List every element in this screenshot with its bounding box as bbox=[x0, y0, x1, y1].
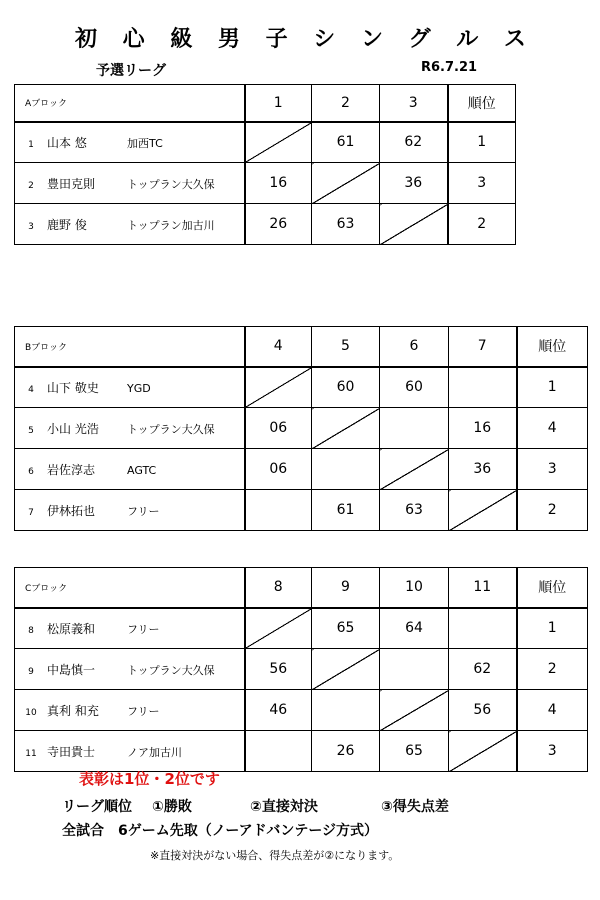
event-date: R6.7.21 bbox=[421, 60, 478, 75]
rank-cell: 3 bbox=[517, 449, 588, 490]
player-cell bbox=[15, 490, 245, 531]
player-cell bbox=[15, 367, 245, 408]
table-row bbox=[15, 204, 516, 245]
player-number: 8 bbox=[28, 625, 34, 636]
score-cell bbox=[245, 731, 312, 772]
column-header: 11 bbox=[449, 568, 517, 608]
player-number: 3 bbox=[28, 221, 34, 232]
table-row bbox=[15, 122, 516, 163]
player-name: 鹿野 俊 bbox=[47, 217, 87, 232]
block-name: Cブロック bbox=[15, 568, 245, 608]
player-name: 岩佐淳志 bbox=[47, 462, 96, 477]
self-match-cell bbox=[245, 122, 312, 163]
score-cell: 56 bbox=[245, 649, 312, 690]
rank-cell: 1 bbox=[448, 122, 516, 163]
rank-cell: 2 bbox=[448, 204, 516, 245]
score-cell: 62 bbox=[380, 122, 448, 163]
rank-cell: 2 bbox=[517, 490, 588, 531]
player-number: 7 bbox=[28, 507, 34, 518]
score-cell: 36 bbox=[449, 449, 517, 490]
column-header: 7 bbox=[449, 327, 517, 367]
player-club: AGTC bbox=[127, 463, 157, 477]
match-format: 全試合 6ゲーム先取（ノーアドバンテージ方式） bbox=[62, 823, 379, 839]
player-club: フリー bbox=[127, 704, 160, 718]
self-match-cell bbox=[380, 204, 448, 245]
table-row bbox=[15, 449, 588, 490]
rule-wins: ①勝敗 bbox=[152, 799, 192, 815]
column-header: 1 bbox=[245, 85, 312, 122]
score-cell: 06 bbox=[245, 408, 312, 449]
column-header: 3 bbox=[380, 85, 448, 122]
column-header: 5 bbox=[312, 327, 380, 367]
score-cell: 26 bbox=[245, 204, 312, 245]
player-cell bbox=[15, 608, 245, 649]
player-club: トップラン大久保 bbox=[127, 177, 215, 191]
score-cell bbox=[449, 608, 517, 649]
rank-cell: 3 bbox=[517, 731, 588, 772]
player-number: 6 bbox=[28, 466, 34, 477]
score-cell bbox=[312, 690, 380, 731]
self-match-cell bbox=[312, 408, 380, 449]
column-header: 4 bbox=[245, 327, 312, 367]
rank-header: 順位 bbox=[448, 85, 516, 122]
rank-cell: 2 bbox=[517, 649, 588, 690]
score-cell: 36 bbox=[380, 163, 448, 204]
award-note: 表彰は1位・2位です bbox=[79, 770, 220, 788]
block-name: Bブロック bbox=[15, 327, 245, 367]
player-cell bbox=[15, 163, 245, 204]
page-title: 初 心 級 男 子 シ ン グ ル ス bbox=[75, 27, 535, 52]
player-cell bbox=[15, 408, 245, 449]
player-name: 山下 敬史 bbox=[47, 380, 99, 395]
page-subtitle: 予選リーグ bbox=[96, 63, 166, 79]
player-number: 4 bbox=[28, 384, 34, 395]
table-row bbox=[15, 690, 588, 731]
table-row bbox=[15, 367, 588, 408]
block-c-table bbox=[14, 567, 588, 772]
player-name: 松原義和 bbox=[47, 621, 96, 636]
score-cell: 65 bbox=[312, 608, 380, 649]
table-row bbox=[15, 649, 588, 690]
player-name: 寺田貴士 bbox=[47, 744, 96, 759]
player-name: 山本 悠 bbox=[47, 135, 87, 150]
player-cell bbox=[15, 122, 245, 163]
self-match-cell bbox=[380, 690, 449, 731]
table-row bbox=[15, 490, 588, 531]
rank-header: 順位 bbox=[517, 327, 588, 367]
self-match-cell bbox=[312, 649, 380, 690]
player-name: 伊林拓也 bbox=[47, 503, 96, 518]
column-header: 2 bbox=[312, 85, 380, 122]
player-cell bbox=[15, 204, 245, 245]
score-cell: 62 bbox=[449, 649, 517, 690]
table-row bbox=[15, 731, 588, 772]
player-club: トップラン大久保 bbox=[127, 663, 215, 677]
player-cell bbox=[15, 731, 245, 772]
column-header: 10 bbox=[380, 568, 449, 608]
score-cell: 61 bbox=[312, 490, 380, 531]
score-cell: 06 bbox=[245, 449, 312, 490]
self-match-cell bbox=[245, 608, 312, 649]
rank-cell: 1 bbox=[517, 608, 588, 649]
player-number: 10 bbox=[25, 707, 37, 718]
player-number: 5 bbox=[28, 425, 34, 436]
score-cell: 60 bbox=[380, 367, 449, 408]
player-number: 2 bbox=[28, 180, 34, 191]
player-club: フリー bbox=[127, 622, 160, 636]
player-club: YGD bbox=[127, 381, 151, 395]
player-cell bbox=[15, 690, 245, 731]
player-club: フリー bbox=[127, 504, 160, 518]
player-club: 加西TC bbox=[127, 136, 163, 150]
player-name: 豊田克則 bbox=[47, 176, 96, 191]
rank-header: 順位 bbox=[517, 568, 588, 608]
column-header: 6 bbox=[380, 327, 449, 367]
self-match-cell bbox=[380, 449, 449, 490]
table-row bbox=[15, 608, 588, 649]
rank-cell: 1 bbox=[517, 367, 588, 408]
column-header: 8 bbox=[245, 568, 312, 608]
score-cell: 65 bbox=[380, 731, 449, 772]
self-match-cell bbox=[312, 163, 380, 204]
block-b-table bbox=[14, 326, 588, 531]
player-club: トップラン大久保 bbox=[127, 422, 215, 436]
score-cell: 16 bbox=[449, 408, 517, 449]
block-name: Aブロック bbox=[15, 85, 245, 122]
score-cell bbox=[449, 367, 517, 408]
score-cell: 46 bbox=[245, 690, 312, 731]
player-club: ノア加古川 bbox=[127, 745, 182, 759]
score-cell: 16 bbox=[245, 163, 312, 204]
score-cell: 60 bbox=[312, 367, 380, 408]
rank-cell: 3 bbox=[448, 163, 516, 204]
player-club: トップラン加古川 bbox=[127, 218, 215, 232]
block-a-table bbox=[14, 84, 516, 245]
player-cell bbox=[15, 649, 245, 690]
score-cell: 26 bbox=[312, 731, 380, 772]
rule-head-to-head: ②直接対決 bbox=[250, 799, 318, 815]
score-cell bbox=[380, 649, 449, 690]
player-number: 1 bbox=[28, 139, 34, 150]
player-name: 中島慎一 bbox=[47, 662, 96, 677]
table-row bbox=[15, 163, 516, 204]
self-match-cell bbox=[449, 731, 517, 772]
table-row bbox=[15, 408, 588, 449]
score-cell bbox=[312, 449, 380, 490]
score-cell: 63 bbox=[312, 204, 380, 245]
rule-label: リーグ順位 bbox=[62, 799, 132, 815]
score-cell: 61 bbox=[312, 122, 380, 163]
player-number: 11 bbox=[25, 748, 37, 759]
score-cell: 64 bbox=[380, 608, 449, 649]
score-cell bbox=[380, 408, 449, 449]
score-cell bbox=[245, 490, 312, 531]
player-cell bbox=[15, 449, 245, 490]
player-name: 小山 光浩 bbox=[47, 421, 99, 436]
score-cell: 56 bbox=[449, 690, 517, 731]
self-match-cell bbox=[245, 367, 312, 408]
rank-cell: 4 bbox=[517, 690, 588, 731]
footnote: ※直接対決がない場合、得失点差が②になります。 bbox=[150, 849, 400, 862]
self-match-cell bbox=[449, 490, 517, 531]
player-name: 真利 和充 bbox=[47, 703, 99, 718]
player-number: 9 bbox=[28, 666, 34, 677]
rule-point-diff: ③得失点差 bbox=[381, 799, 449, 815]
ranking-rules bbox=[62, 796, 449, 816]
rank-cell: 4 bbox=[517, 408, 588, 449]
score-cell: 63 bbox=[380, 490, 449, 531]
column-header: 9 bbox=[312, 568, 380, 608]
